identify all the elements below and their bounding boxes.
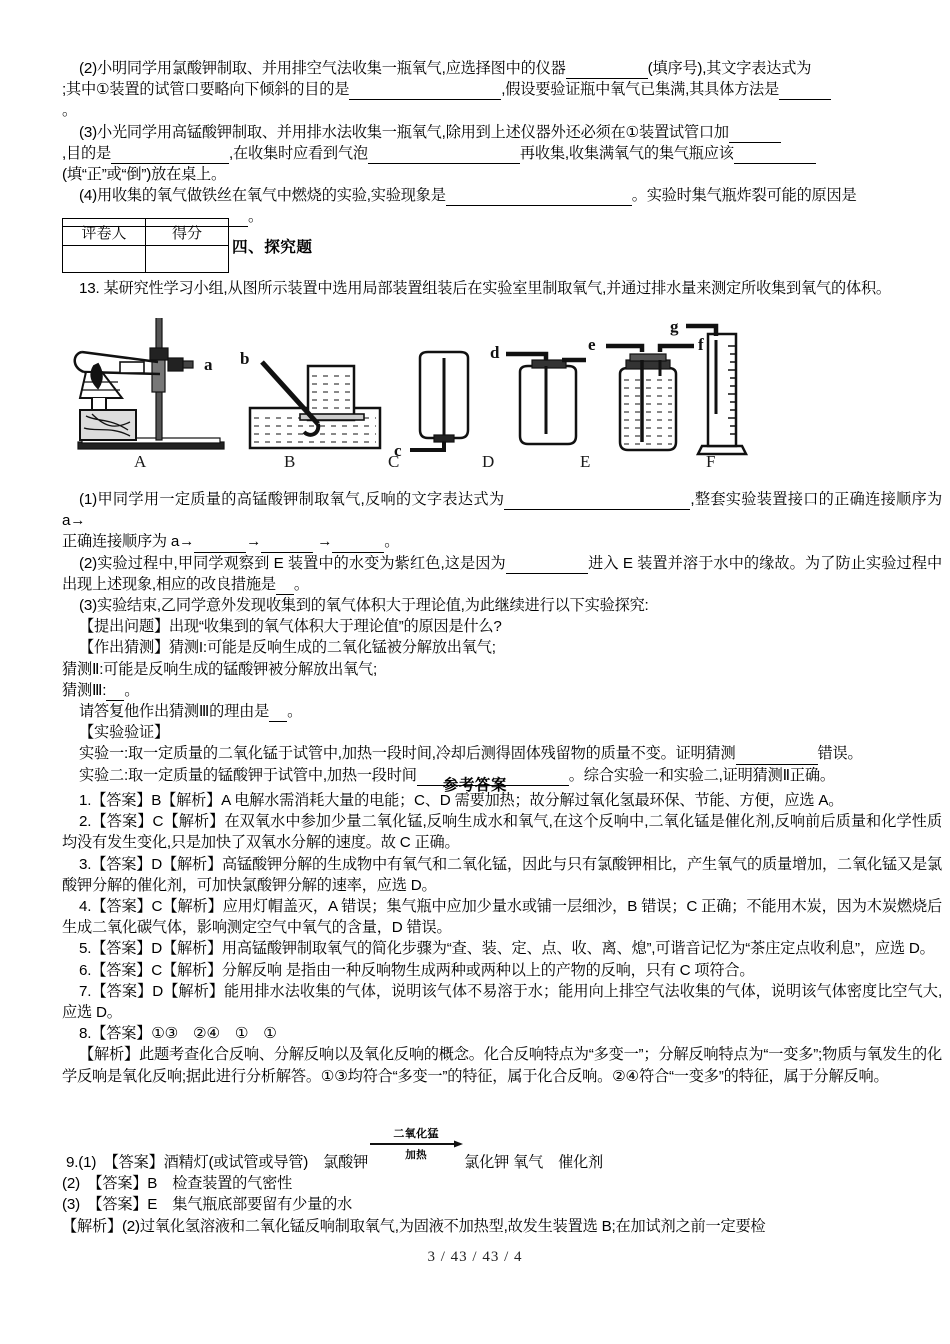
port-label-b: b — [240, 349, 250, 368]
figure-label-e: E — [580, 452, 591, 471]
sub3-para: (3)实验结束,乙同学意外发现收集到的氧气体积大于理论值,为此继续进行以下实验探究: — [79, 597, 649, 615]
question-3-block — [62, 122, 942, 186]
reaction-condition-arrow — [368, 1128, 464, 1167]
answer-9-line2: (2) 【答案】B 检查装置的气密性 — [62, 1175, 293, 1193]
guess3-blank[interactable] — [106, 685, 124, 701]
answer-item-6: 6.【答案】C【解析】分解反响 是指由一种反响物生成两种或两种以上的产物的反响，只有 C 项符合。 — [79, 961, 755, 979]
q2-text-b: (填序号),其文字表达式为 — [647, 60, 812, 77]
exp1-a: 实验一:取一定质量的二氧化锰于试管中,加热一段时间,冷却后测得固体残留物的质量不变。证明猜测 — [79, 745, 736, 763]
q2-text-a: (2)小明同学用氯酸钾制取、并用排空气法收集一瓶氧气,应选择图中的仪器 — [79, 60, 566, 77]
q4-blank-1[interactable] — [446, 190, 632, 206]
apparatus-f-icon — [670, 318, 746, 454]
answer-9-line1 — [62, 1128, 942, 1173]
grader-value-name[interactable] — [63, 246, 146, 273]
apparatus-d-icon — [490, 343, 586, 444]
grader-header-score: 得分 — [146, 219, 229, 246]
answer-item-3: 3.【答案】D【解析】高锰酸钾分解的生成物中有氧气和二氧化锰，因此与只有氯酸钾相比，产生氧气的质量增加，二氧化锰又是氯酸钾分解的催化剂，可加快氯酸钾分解的速率，应选 D。 — [62, 855, 942, 894]
answer-item-4: 4.【答案】C【解析】应用灯帽盖灭，A 错误；集气瓶中应加少量水或铺一层细沙，B 错误；C 正确；不能用木炭，因为木炭燃烧后生成二氧化碳气体，影响测定空气中氧气的含量，D 错误。 — [62, 898, 942, 937]
grader-value-score[interactable] — [146, 246, 229, 273]
ask-para: 【提出问题】出现“收集到的氧气体积大于理论值”的原因是什么? — [79, 618, 502, 636]
reason-para — [62, 701, 942, 722]
answer-9-part-b: 氯化钾 氧气 催化剂 — [464, 1154, 604, 1171]
guess3-a: 猜测Ⅲ: — [62, 681, 107, 699]
question-3-paragraph — [62, 122, 942, 143]
answer-9-block — [62, 1128, 942, 1237]
q13-stem-text: 13. 某研究性学习小组,从图所示装置中选用局部装置组装后在实验室里制取氧气,并通过排水量来测定所收集到氧气的体积。 — [79, 280, 891, 297]
answers-section-title: 参考答案 — [443, 777, 507, 794]
q3-text-a: (3)小光同学用高锰酸钾制取、并用排水法收集一瓶氧气,除用到上述仪器外还必须在①装置试管口加 — [79, 124, 729, 141]
apparatus-b-icon — [240, 349, 380, 448]
port-label-g: g — [670, 318, 679, 336]
port-label-e: e — [588, 335, 596, 354]
q2-text-e: 。 — [62, 102, 77, 120]
answer-item-8-explain: 【解析】此题考查化合反响、分解反响以及氧化反响的概念。化合反响特点为“多变一”；分解反响特点为“一变多”;物质与氧发生的化学反响是氧化反响;据此进行分析解答。①③均符合“多变一”的特征，属于化合反响。②④符合“一变多”的特征，属于分解反响。 — [62, 1046, 942, 1085]
sub1-c: → — [246, 533, 262, 551]
q4-text-a: (4)用收集的氧气做铁丝在氧气中燃烧的实验,实验现象是 — [79, 187, 446, 204]
sub1-e: 。 — [384, 533, 400, 551]
question-13-stem — [62, 278, 942, 299]
q2-text-d: ,假设要验证瓶中氧气已集满,其具体方法是 — [501, 81, 780, 99]
page-footer: 3 / 43 / 43 / 4 — [427, 1249, 523, 1265]
verify-head-para: 【实验验证】 — [79, 724, 169, 742]
grader-score-table — [62, 218, 229, 273]
q2-end — [62, 100, 942, 121]
sub1-d: → — [313, 533, 333, 551]
question-2-paragraph-cont — [62, 79, 942, 100]
figure-label-c: C — [388, 452, 400, 471]
q2-blank-1[interactable] — [566, 63, 648, 79]
q3-blank-1[interactable] — [729, 127, 781, 143]
exp2-b: 。综合实验一和实验二,证明猜测Ⅱ正确。 — [568, 766, 835, 784]
q3-text-c: ,在收集时应看到气泡 — [228, 145, 368, 163]
question-2-block — [62, 58, 942, 122]
sub1-blank-o3[interactable] — [332, 537, 384, 553]
q3-text-b: ,目的是 — [62, 145, 111, 163]
figure-label-d: D — [482, 452, 495, 471]
exp1-blank[interactable] — [736, 749, 818, 765]
answer-item-2: 2.【答案】C【解析】在双氧水中参加少量二氧化锰,反响生成水和氧气,在这个反响中,二氧化锰是催化剂,反响前后质量和化学性质均没有发生变化,只是加快了双氧水分解的速度。故 C 正确。 — [62, 813, 942, 852]
reason-blank[interactable] — [269, 706, 287, 722]
sub1-b: ,整套实验装置接口的正确连接顺序为 a→ — [62, 491, 942, 530]
table-row — [63, 246, 229, 273]
question-3-paragraph-cont — [62, 143, 942, 164]
answer-item-1: 1.【答案】B【解析】A 电解水需消耗大量的电能；C、D 需要加热；故分解过氧化氢最环保、节能、方便，应选 A。 — [79, 792, 844, 809]
reason-b: 。 — [287, 703, 303, 721]
sub1-blank-o1[interactable] — [194, 537, 246, 553]
q3-blank-3[interactable] — [368, 148, 520, 164]
exp1-b: 错误。 — [817, 745, 863, 763]
q3-blank-4[interactable] — [734, 148, 816, 164]
apparatus-c-icon — [394, 352, 468, 460]
question-4-paragraph — [62, 185, 942, 206]
answer-9-line4: 【解析】(2)过氧化氢溶液和二氧化锰反响制取氧气,为固液不加热型,故发生装置选 B;在加试剂之前一定要检 — [62, 1217, 766, 1235]
port-label-d: d — [490, 343, 500, 362]
figure-label-a: A — [134, 452, 147, 471]
sub2-para-1 — [62, 553, 942, 595]
q2-text-c: ;其中①装置的试管口要略向下倾斜的目的是 — [62, 81, 350, 99]
exp1-para — [62, 743, 942, 764]
sub2-blank-1[interactable] — [506, 558, 588, 574]
sub2-blank-2[interactable] — [276, 579, 294, 595]
grader-header-name: 评卷人 — [63, 219, 146, 246]
reason-a: 请答复他作出猜测Ⅲ的理由是 — [79, 703, 270, 721]
section-heading: 四、探究题 — [232, 239, 313, 256]
reaction-heat-label: 加热 — [405, 1149, 428, 1161]
q2-blank-3[interactable] — [779, 84, 831, 100]
sub1-a: (1)甲同学用一定质量的高锰酸钾制取氧气,反响的文字表达式为 — [79, 491, 505, 508]
sub2-c: 。 — [293, 575, 309, 593]
answers-body — [62, 790, 942, 1087]
answer-item-5: 5.【答案】D【解析】用高锰酸钾制取氧气的简化步骤为“查、装、定、点、收、离、熄”,可谐音记忆为“茶庄定点收利息”，应选 D。 — [79, 940, 935, 958]
q3-text-e: (填“正”或“倒”)放在桌上。 — [62, 166, 227, 184]
q3-text-d: 再收集,收集满氧气的集气瓶应该 — [519, 145, 734, 163]
exp2-a: 实验二:取一定质量的锰酸钾于试管中,加热一段时间 — [79, 766, 417, 784]
q4-text-c: 。 — [248, 208, 263, 226]
answer-9-part-a: 9.(1) 【答案】酒精灯(或试管或导管) 氯酸钾 — [66, 1154, 369, 1171]
table-row — [63, 219, 229, 246]
guess3-para — [62, 680, 942, 701]
reaction-catalyst-label: 二氧化猛 — [393, 1128, 439, 1140]
answer-item-7: 7.【答案】D【解析】能用排水法收集的气体，说明该气体不易溶于水；能用向上排空气法收集的气体，说明该气体密度比空气大,应选 D。 — [62, 982, 942, 1022]
sub2-b: 进入 E 装置并溶于水中的缘故。为了防止实验过程中出现上述现象,相应的改良措施是 — [62, 554, 942, 593]
apparatus-a-icon — [75, 318, 224, 449]
sub1-blank-formula[interactable] — [504, 494, 690, 510]
port-label-a: a — [204, 355, 213, 374]
figure-label-b: B — [284, 452, 296, 471]
question-2-paragraph — [62, 58, 942, 79]
q13-sub-group — [62, 489, 942, 786]
port-label-f: f — [698, 335, 704, 354]
answer-9-line3: (3) 【答案】E 集气瓶底部要留有少量的水 — [62, 1196, 353, 1214]
guess-head-para: 【作出猜测】猜测I:可能是反响生成的二氧化锰被分解放出氧气; — [79, 639, 496, 657]
figure-letter-labels — [62, 452, 762, 474]
answer-item-8: 8.【答案】①③ ②④ ① ① — [79, 1025, 277, 1043]
q3-blank-2[interactable] — [111, 148, 229, 164]
port-label-c: c — [394, 441, 402, 460]
sub2-a: (2)实验过程中,甲同学观察到 E 装置中的水变为紫红色,这是因为 — [79, 554, 506, 572]
guess2-para: 猜测Ⅱ:可能是反响生成的锰酸钾被分解放出氧气; — [62, 660, 378, 678]
q3-end — [62, 164, 942, 185]
sub1-blank-o2[interactable] — [261, 537, 313, 553]
sub1-order-start: 正确连接顺序为 a→ — [62, 533, 195, 551]
apparatus-e-icon — [588, 335, 704, 450]
guess3-b: 。 — [124, 681, 140, 699]
sub1-para-2 — [62, 531, 942, 552]
figure-label-f: F — [706, 452, 716, 471]
q4-text-b: 。实验时集气瓶炸裂可能的原因是 — [631, 187, 857, 204]
sub1-para-1 — [62, 489, 942, 531]
q2-blank-2[interactable] — [349, 84, 501, 100]
